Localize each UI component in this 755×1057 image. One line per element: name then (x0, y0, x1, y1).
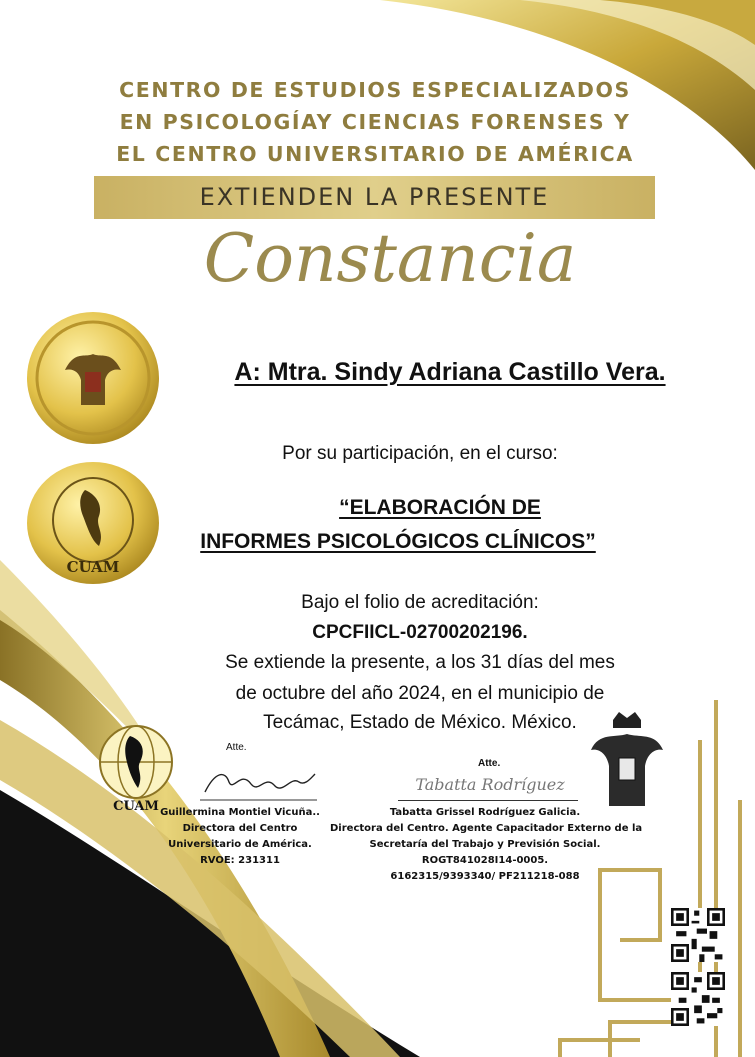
recipient-name: A: Mtra. Sindy Adriana Castillo Vera. (234, 358, 666, 386)
left-signer-rvoe: RVOE: 231311 (200, 855, 280, 866)
header-banner (94, 176, 655, 219)
left-signer-role-2: Universitario de América. (168, 839, 312, 850)
banner-text: EXTIENDEN LA PRESENTE (199, 183, 550, 211)
right-handwritten-signature: Tabatta Rodríguez (415, 775, 565, 794)
qr-code-icon (671, 972, 725, 1026)
crowned-eagle-logo-icon (585, 710, 669, 814)
course-title-line-2: INFORMES PSICOLÓGICOS CLÍNICOS” (200, 530, 596, 553)
cuam-logo-label: CUAM (113, 799, 159, 814)
right-signer-role-1: Directora del Centro. Agente Capacitador Externo de la (330, 823, 643, 834)
right-signer-role-2: Secretaría del Trabajo y Previsión Social. (369, 839, 601, 850)
course-title-line-1: “ELABORACIÓN DE (339, 496, 541, 519)
right-signer-name: Tabatta Grissel Rodríguez Galicia. (389, 807, 581, 818)
right-signer-code-2: 6162315/9393340/ PF211218-088 (390, 871, 580, 882)
institution-line-1: CENTRO DE ESTUDIOS ESPECIALIZADOS (119, 78, 631, 102)
left-handwritten-signature (195, 762, 320, 802)
left-atte-label: Atte. (226, 742, 247, 753)
folio-number: CPCFIICL-02700202196. (312, 622, 528, 643)
cuam-globe-logo-icon (88, 718, 184, 818)
cuam-seal-icon (25, 460, 161, 586)
right-signature-line (398, 800, 578, 801)
institution-line-2: EN PSICOLOGÍAY CIENCIAS FORENSES Y (119, 110, 631, 134)
statement-line-1: Se extiende la presente, a los 31 días del mes (225, 652, 615, 673)
certificate-title: Constancia (203, 220, 577, 297)
folio-label: Bajo el folio de acreditación: (301, 592, 539, 613)
participation-text: Por su participación, en el curso: (282, 443, 558, 464)
qr-code-icon (671, 908, 725, 962)
right-signer-code-1: ROGT841028I14-0005. (421, 855, 549, 866)
left-signer-name: Guillermina Montiel Vicuña.. (160, 807, 320, 818)
cuam-seal-label: CUAM (66, 558, 120, 576)
institution-line-3: EL CENTRO UNIVERSITARIO DE AMÉRICA (116, 142, 634, 166)
eagle-seal-icon (25, 310, 161, 446)
statement-line-3: Tecámac, Estado de México. México. (263, 712, 577, 733)
left-signer-role-1: Directora del Centro (182, 823, 298, 834)
statement-line-2: de octubre del año 2024, en el municipio de (235, 683, 605, 704)
right-atte-label: Atte. (478, 758, 501, 769)
